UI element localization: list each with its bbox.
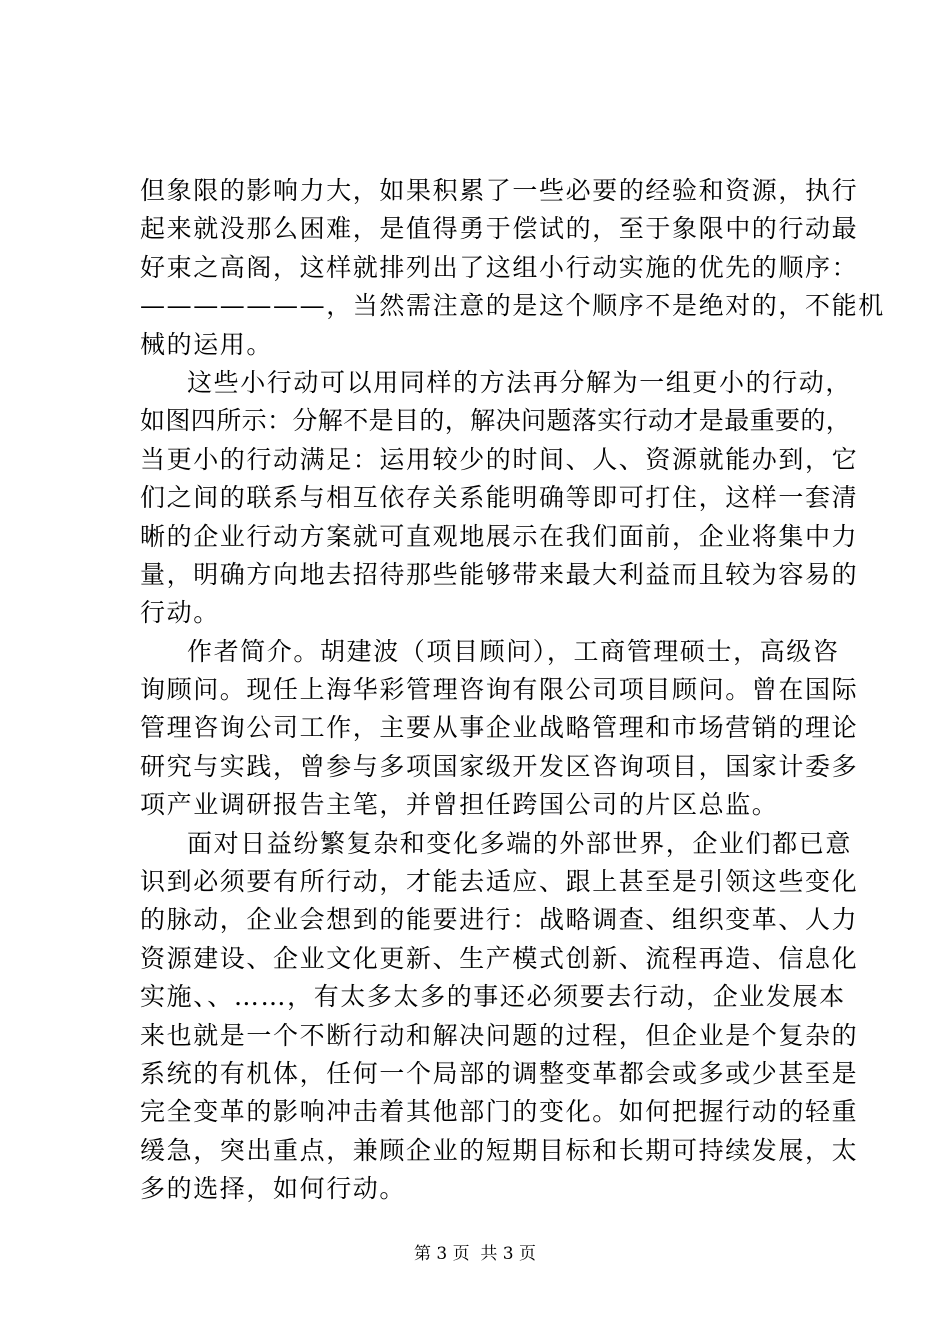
text-line: 行动。 — [140, 598, 220, 628]
page-number-footer: 第 3 页 共 3 页 — [413, 1244, 537, 1264]
text-line: 项产业调研报告主笔，并曾担任跨国公司的片区总监。 — [140, 790, 779, 820]
text-line: 多的选择，如何行动。 — [140, 1174, 407, 1204]
text-line: 询顾问。现任上海华彩管理咨询有限公司项目顾问。曾在国际 — [140, 675, 859, 705]
document-body — [140, 172, 885, 1209]
text-line: 研究与实践，曾参与多项国家级开发区咨询项目，国家计委多 — [140, 751, 859, 781]
text-line: 系统的有机体，任何一个局部的调整变革都会或多或少甚至是 — [140, 1058, 859, 1088]
text-line: ———————，当然需注意的是这个顺序不是绝对的，不能机 — [140, 291, 885, 321]
paragraph-start-line: 面对日益纷繁复杂和变化多端的外部世界，企业们都已意 — [187, 828, 853, 858]
text-line: 械的运用。 — [140, 329, 274, 359]
paragraph-start-line: 这些小行动可以用同样的方法再分解为一组更小的行动， — [187, 367, 853, 397]
text-line: 的脉动，企业会想到的能要进行：战略调查、组织变革、人力 — [140, 905, 859, 935]
text-line: 如图四所示：分解不是目的，解决问题落实行动才是最重要的， — [140, 406, 852, 436]
text-line: 管理咨询公司工作，主要从事企业战略管理和市场营销的理论 — [140, 713, 859, 743]
text-line: 晰的企业行动方案就可直观地展示在我们面前，企业将集中力 — [140, 521, 859, 551]
text-line: 资源建设、企业文化更新、生产模式创新、流程再造、信息化 — [140, 943, 859, 973]
text-line: 们之间的联系与相互依存关系能明确等即可打住，这样一套清 — [140, 483, 859, 513]
text-line: 识到必须要有所行动，才能去适应、跟上甚至是引领这些变化 — [140, 867, 859, 897]
text-line: 缓急，突出重点，兼顾企业的短期目标和长期可持续发展，太 — [140, 1135, 859, 1165]
text-line: 完全变革的影响冲击着其他部门的变化。如何把握行动的轻重 — [140, 1097, 859, 1127]
text-line: 当更小的行动满足：运用较少的时间、人、资源就能办到，它 — [140, 444, 859, 474]
text-line: 实施、、……，有太多太多的事还必须要去行动，企业发展本 — [140, 982, 846, 1012]
author-intro-line: 作者简介。胡建波（项目顾问），工商管理硕士，高级咨 — [187, 636, 840, 666]
text-line: 起来就没那么困难，是值得勇于偿试的，至于象限中的行动最 — [140, 214, 859, 244]
text-line: 来也就是一个不断行动和解决问题的过程，但企业是个复杂的 — [140, 1020, 859, 1050]
text-line: 但象限的影响力大，如果积累了一些必要的经验和资源，执行 — [140, 176, 859, 205]
text-line: 好束之高阁，这样就排列出了这组小行动实施的优先的顺序： — [140, 252, 859, 282]
text-line: 量，明确方向地去招待那些能够带来最大利益而且较为容易的 — [140, 559, 859, 589]
